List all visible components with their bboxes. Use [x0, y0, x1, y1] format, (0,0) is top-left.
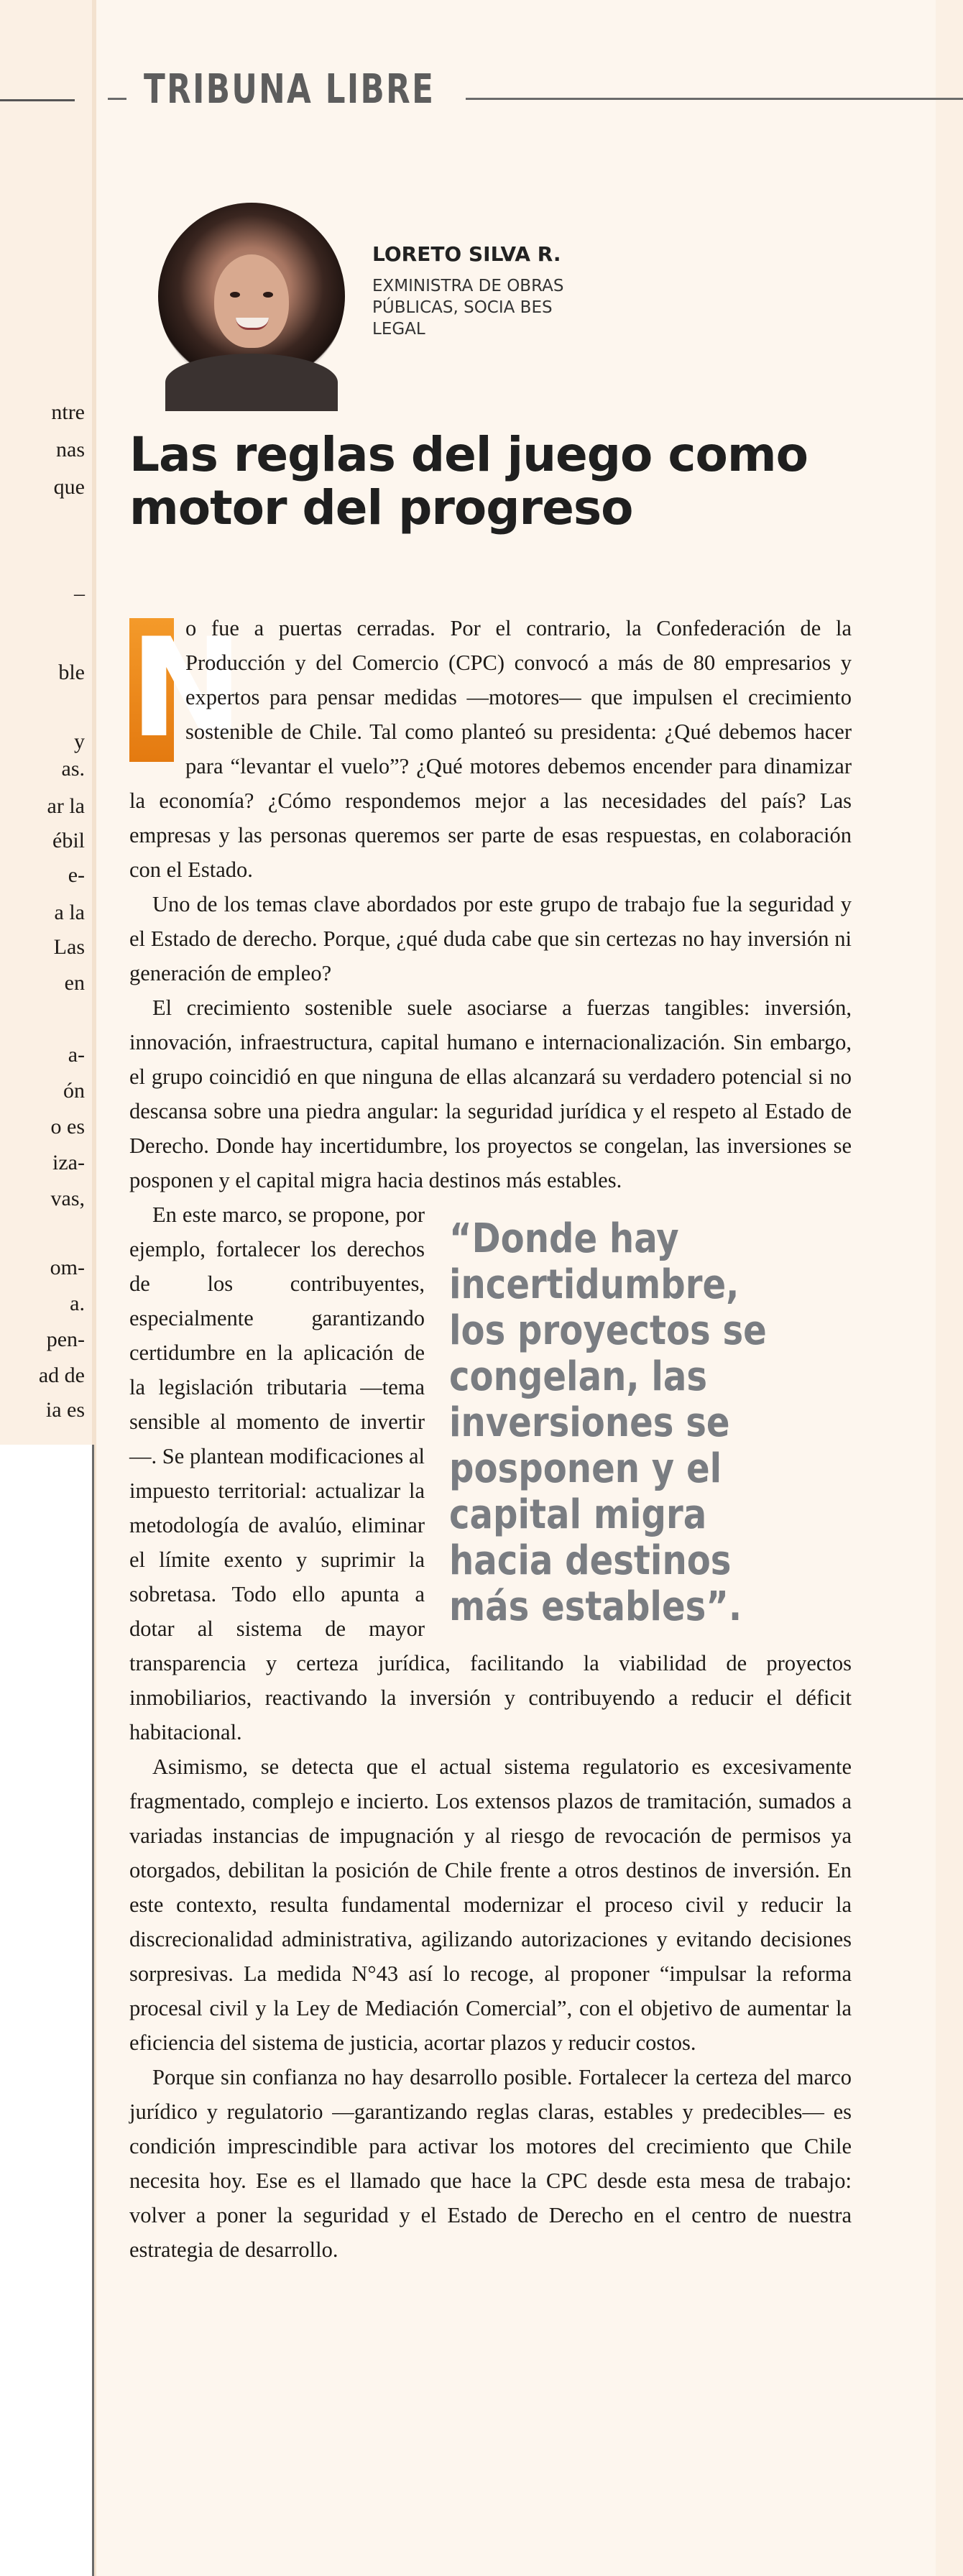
fragment-line: y: [74, 730, 85, 753]
paragraph: “Donde hay incertidumbre, los proyectos se congelan, las inversiones se posponen y el capital migra hacia destinos más estables”. En este marco, se propone, por ejemplo, fortalecer los derechos de los contribuyentes, especialmente garantizando certidumbre en la aplicación de la legislación tributaria —tema sensible al momento de invertir—. Se plantean modificaciones al impuesto territorial: actualizar la metodología de avalúo, eliminar el límite exento y suprimir la sobretasa. Todo ello apunta a dotar al sistema de mayor transparencia y certeza jurídica, facilitando la viabilidad de proyectos inmobiliarios, reactivando la inversión y contribuyendo a reducir el déficit habitacional.: [129, 1202, 852, 1744]
fragment-line: –: [74, 581, 85, 605]
paragraph: Uno de los temas clave abordados por este grupo de trabajo fue la seguridad y el Estado de derecho. Porque, ¿qué duda cabe que sin certezas no hay inversión ni generación de empleo?: [129, 892, 852, 985]
fragment-line: a la: [54, 901, 85, 924]
fragment-line: nas: [56, 438, 85, 461]
article-headline: Las reglas del juego como motor del progreso: [129, 427, 808, 535]
fragment-line: Las: [53, 935, 85, 959]
fragment-line: o es: [50, 1115, 85, 1138]
paragraph: Asimismo, se detecta que el actual sistema regulatorio es excesivamente fragmentado, complejo e incierto. Los extensos plazos de tramitación, sumados a variadas instancias de impugnación y al riesgo de revocación de permisos ya otorgados, debilitan la posición de Chile frente a otros destinos de inversión. En este contexto, resulta fundamental modernizar el proceso civil y reducir la discrecionalidad administrativa, agilizando autorizaciones y evitando decisiones sorpresivas. La medida N°43 así lo recoge, al proponer “impulsar la reforma procesal civil y la Ley de Mediación Comercial”, con el objetivo de aumentar la eficiencia del sistema de justicia, acortar plazos y reducir costos.: [129, 1754, 852, 2055]
column-rule: [92, 1445, 94, 2576]
divider: [0, 99, 75, 101]
fragment-line: as.: [61, 757, 85, 781]
fragment-line: ébil: [52, 829, 85, 852]
paragraph: Porque sin confianza no hay desarrollo posible. Fortalecer la certeza del marco jurídico y regulatorio —garantizando reglas claras, estables y predecibles— es condición imprescindible para activar los motores del crecimiento que Chile necesita hoy. Ese es el llamado que hace la CPC desde esta mesa de trabajo: volver a poner la seguridad y el Estado de Derecho en el centro de nuestra estrategia de desarrollo.: [129, 2065, 852, 2262]
fragment-line: ad de: [38, 1363, 85, 1387]
section-header: [108, 66, 855, 131]
section-title: TRIBUNA LIBRE: [144, 66, 436, 113]
author-photo: [158, 203, 345, 390]
previous-column-fragment: [0, 0, 92, 1445]
fragment-line: a-: [68, 1043, 85, 1067]
fragment-line: vas,: [50, 1187, 85, 1210]
fragment-line: ia es: [45, 1398, 85, 1422]
author-role: EXMINISTRA DE OBRAS PÚBLICAS, SOCIA BES LEGAL: [372, 277, 564, 339]
paragraph: El crecimiento sostenible suele asociarse a fuerzas tangibles: inversión, innovación, infraestructura, capital humano e internacionalización. Sin embargo, el grupo coincidió en que ninguna de ellas alcanzará su verdadero potencial si no descansa sobre una piedra angular: la seguridad jurídica y el respeto al Estado de Derecho. Donde hay incertidumbre, los proyectos se congelan, las inversiones se posponen y el capital migra hacia destinos más estables.: [129, 995, 852, 1192]
header-rule-left: [108, 98, 126, 100]
paragraph: N o fue a puertas cerradas. Por el contrario, la Confederación de la Producción y del Comercio (CPC) convocó a más de 80 empresarios y expertos para pensar medidas —motores— que impulsen el crecimiento sostenible de Chile. Tal como planteó su presidenta: ¿Qué debemos hacer para “levantar el vuelo”? ¿Qué motores debemos encender para dinamizar la economía? ¿Cómo respondemos mejor a las necesidades del país? Las empresas y las personas queremos ser parte de esas respuestas, en colaboración con el Estado.: [129, 609, 852, 882]
header-rule-right: [466, 98, 963, 100]
fragment-line: ntre: [51, 400, 85, 424]
fragment-line: a.: [70, 1292, 85, 1315]
fragment-line: ar la: [47, 794, 85, 818]
fragment-line: om-: [50, 1256, 85, 1279]
fragment-line: ón: [63, 1079, 85, 1103]
fragment-line: en: [64, 971, 85, 995]
fragment-line: ble: [58, 661, 85, 684]
fragment-line: que: [53, 475, 85, 499]
blank-margin: [0, 1445, 92, 2576]
article-body: [129, 611, 852, 2267]
dropcap: N: [129, 609, 244, 768]
fragment-line: iza-: [52, 1151, 85, 1174]
fragment-line: pen-: [46, 1328, 85, 1351]
author-name: LORETO SILVA R.: [372, 242, 561, 266]
fragment-line: e-: [68, 863, 85, 887]
pull-quote: “Donde hay incertidumbre, los proyectos se congelan, las inversiones se posponen y el capital migra hacia destinos más estables”.: [449, 1215, 767, 1630]
